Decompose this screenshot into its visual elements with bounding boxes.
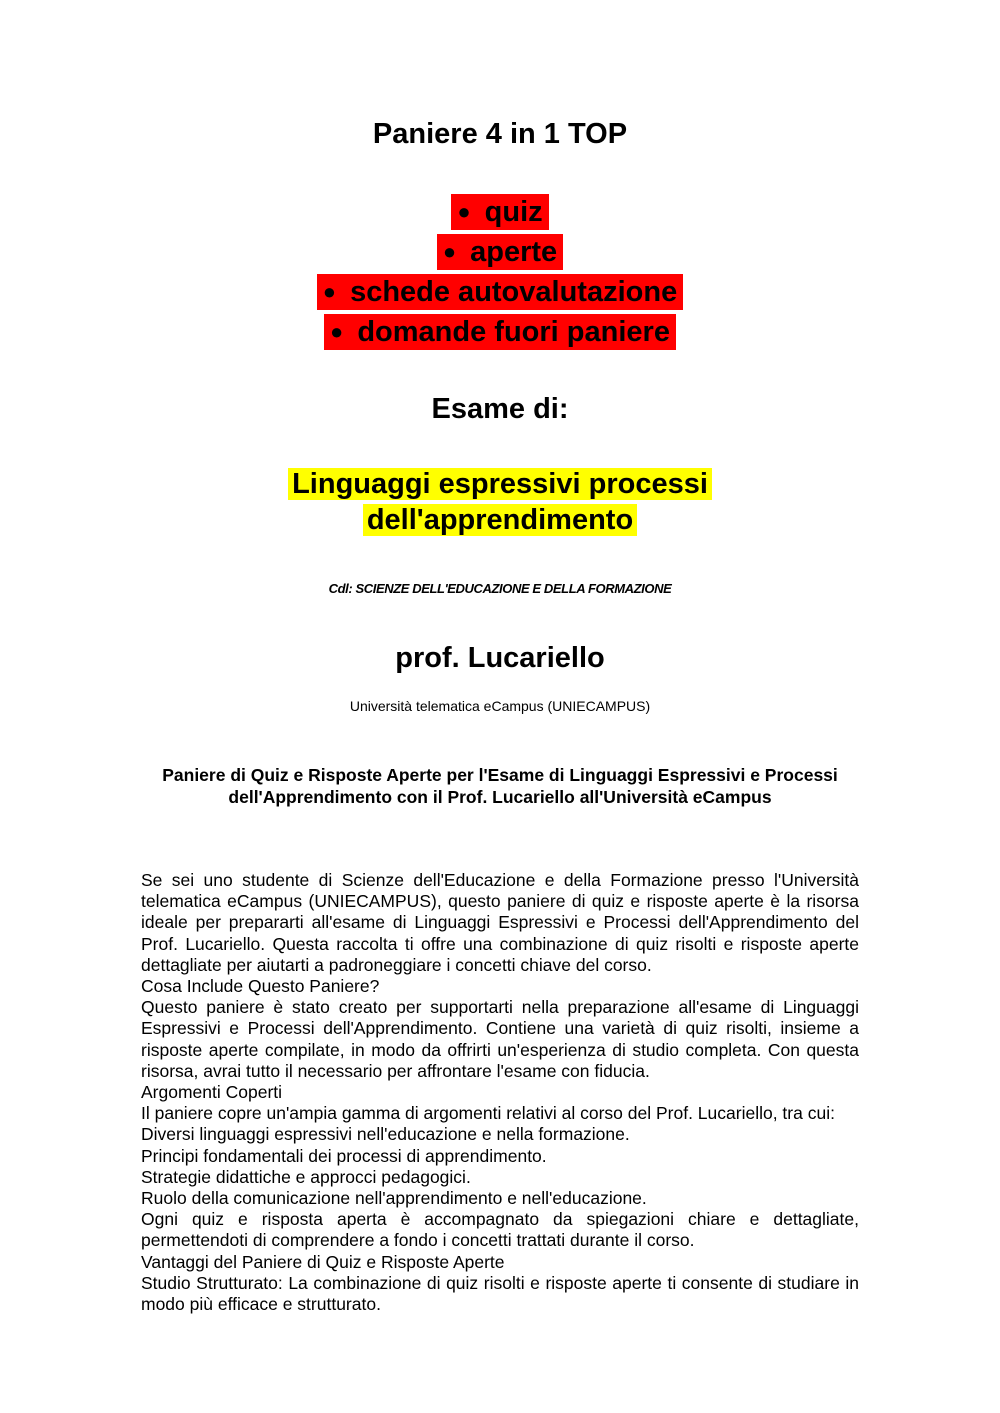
section-2-closing: Ogni quiz e risposta aperta è accompagnato da spiegazioni chiare e dettagliate, permettendoti di comprendere a fondo i concetti trattati durante il corso.: [141, 1209, 859, 1251]
heading-line-1: Paniere di Quiz e Risposte Aperte per l'Esame di Linguaggi Espressivi e Processi: [162, 765, 838, 785]
exam-label: Esame di:: [431, 393, 569, 425]
bullet-icon: ●: [322, 279, 337, 304]
highlight-item: [0, 192, 1000, 232]
topic-line: Strategie didattiche e approcci pedagogici.: [141, 1166, 471, 1187]
section-2-title: Argomenti Coperti: [141, 1082, 283, 1103]
highlight-item: [0, 272, 1000, 312]
highlight-label: quiz: [484, 196, 543, 228]
document-title: Paniere 4 in 1 TOP: [372, 118, 628, 150]
section-3-paragraph: Studio Strutturato: La combinazione di quiz risolti e risposte aperte ti consente di studiare in modo più efficace e strutturato.: [141, 1272, 859, 1315]
university-name: Università telematica eCampus (UNIECAMPUS): [349, 698, 651, 714]
subject-line-1: Linguaggi espressivi processi: [288, 468, 712, 500]
exam-subject: [0, 466, 1000, 538]
topic-line: Ruolo della comunicazione nell'apprendimento e nell'educazione.: [141, 1188, 647, 1209]
bullet-icon: ●: [330, 319, 344, 344]
topic-line: Diversi linguaggi espressivi nell'educazione e nella formazione.: [141, 1124, 630, 1145]
bullet-icon: ●: [442, 239, 457, 264]
section-1-title: Cosa Include Questo Paniere?: [141, 976, 380, 997]
body-text: [141, 870, 859, 1315]
bullet-icon: ●: [457, 199, 471, 224]
highlight-list: [0, 192, 1000, 352]
intro-paragraph: Se sei uno studente di Scienze dell'Educazione e della Formazione presso l'Università telematica eCampus (UNIECAMPUS), questo paniere di quiz e risposte aperte è la risorsa ideale per prepararti all'esame di Linguaggi Espressivi e Processi dell'Apprendimento del Prof. Lucariello. Questa raccolta ti offre una combinazione di quiz risolti e risposte aperte dettagliate per aiutarti a padroneggiare i concetti chiave del corso.: [141, 870, 859, 975]
highlight-label: schede autovalutazione: [350, 276, 678, 308]
highlight-item: [0, 232, 1000, 272]
subject-line-2: dell'apprendimento: [363, 504, 637, 536]
section-1-paragraph: Questo paniere è stato creato per supportarti nella preparazione all'esame di Linguaggi Espressivi e Processi dell'Apprendimento. Contiene una varietà di quiz risolti, insieme a risposte aperte compilate, in modo da offrirti un'esperienza di studio completa. Con questa risorsa, avrai tutto il necessario per affrontare l'esame con fiducia.: [141, 997, 859, 1081]
section-2-paragraph: Il paniere copre un'ampia gamma di argomenti relativi al corso del Prof. Lucariello, tra cui:: [141, 1103, 835, 1124]
topic-line: Principi fondamentali dei processi di apprendimento.: [141, 1145, 547, 1166]
heading-line-2: dell'Apprendimento con il Prof. Lucariello all'Università eCampus: [228, 787, 772, 807]
highlight-label: aperte: [470, 236, 558, 268]
degree-course: Cdl: SCIENZE DELL'EDUCAZIONE E DELLA FORMAZIONE: [328, 581, 672, 596]
highlight-label: domande fuori paniere: [357, 316, 670, 348]
highlight-item: [0, 312, 1000, 352]
section-heading: [140, 764, 860, 808]
section-3-title: Vantaggi del Paniere di Quiz e Risposte Aperte: [141, 1251, 505, 1272]
professor-name: prof. Lucariello: [395, 642, 605, 674]
